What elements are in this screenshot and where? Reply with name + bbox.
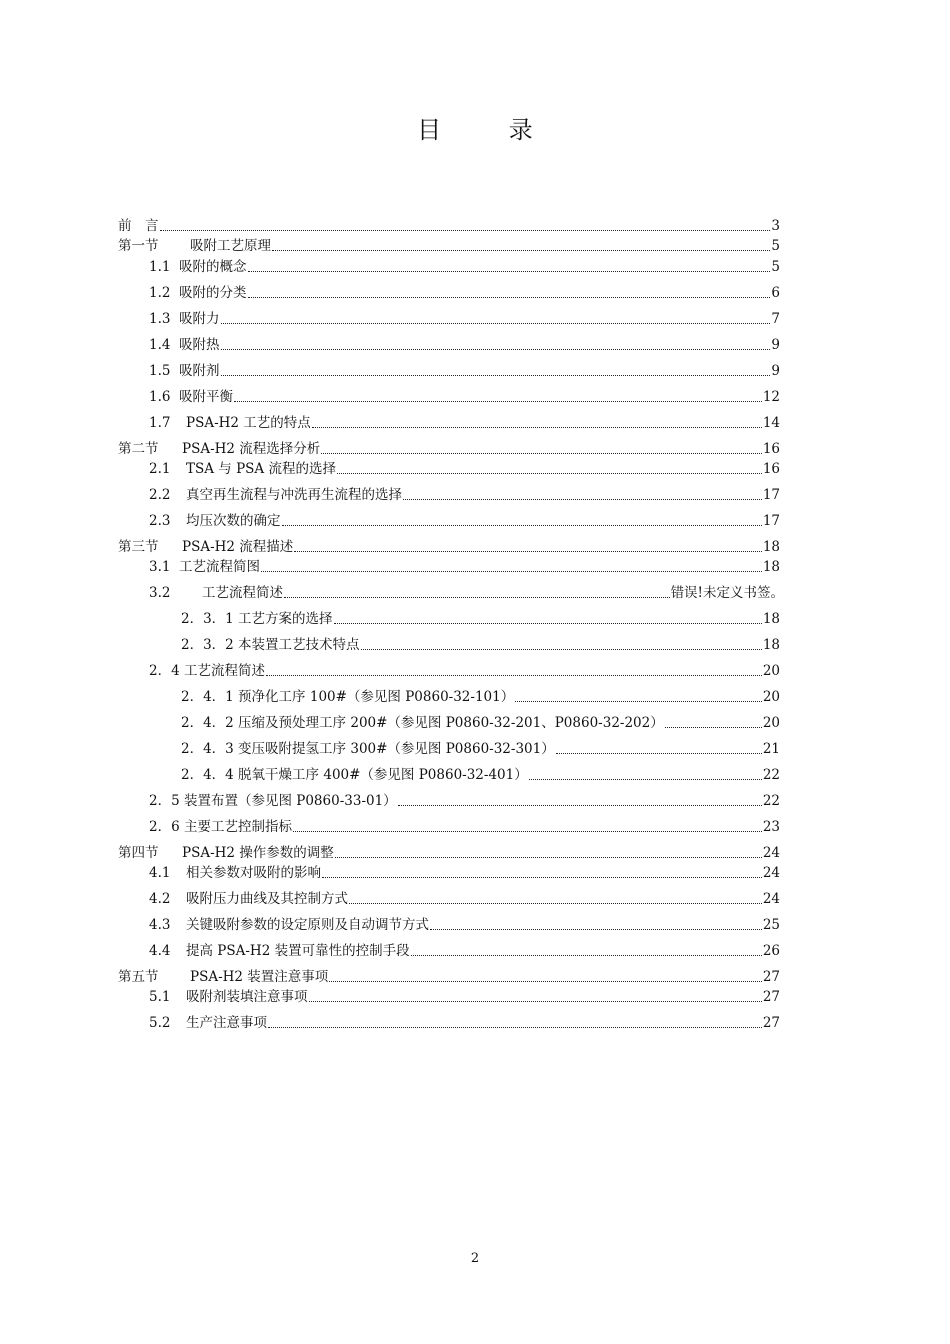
toc-entry-page: 18 bbox=[762, 611, 780, 627]
toc-entry-page: 14 bbox=[762, 415, 780, 431]
toc-entry-1-4[interactable] bbox=[149, 336, 780, 354]
toc-entry-page: 24 bbox=[762, 845, 780, 861]
toc-entry-page: 22 bbox=[762, 767, 780, 783]
toc-entry-number: 3.2 bbox=[149, 585, 171, 601]
toc-entry-page: 5 bbox=[771, 259, 780, 275]
toc-entry-section-3[interactable] bbox=[118, 538, 780, 556]
toc-entry-number: 1.5 bbox=[149, 363, 171, 379]
dot-leader bbox=[349, 903, 762, 904]
toc-entry-number: 1.1 bbox=[149, 259, 171, 275]
page-number: 2 bbox=[470, 1251, 480, 1266]
toc-entry-label: 吸附剂装填注意事项 bbox=[186, 989, 308, 1005]
dot-leader bbox=[337, 473, 762, 474]
dot-leader bbox=[515, 701, 762, 702]
toc-entry-label: 吸附平衡 bbox=[179, 389, 233, 405]
toc-entry-page: 20 bbox=[762, 715, 780, 731]
toc-entry-number: 第四节 bbox=[118, 845, 159, 861]
dot-leader bbox=[309, 1001, 762, 1002]
toc-entry-4-1[interactable] bbox=[149, 864, 780, 882]
toc-entry-label: TSA 与 PSA 流程的选择 bbox=[186, 461, 336, 477]
dot-leader bbox=[411, 955, 762, 956]
toc-entry-label: 工艺流程简图 bbox=[179, 559, 260, 575]
dot-leader bbox=[282, 525, 762, 526]
toc-entry-number: 第二节 bbox=[118, 441, 159, 457]
toc-entry-label: 2．6 主要工艺控制指标 bbox=[149, 819, 292, 835]
toc-entry-label: 工艺流程简述 bbox=[202, 585, 283, 601]
toc-entry-page: 3 bbox=[771, 218, 780, 234]
dot-leader bbox=[221, 323, 771, 324]
toc-entry-page: 27 bbox=[762, 1015, 780, 1031]
toc-entry-page: 26 bbox=[762, 943, 780, 959]
toc-entry-label: 吸附压力曲线及其控制方式 bbox=[186, 891, 348, 907]
toc-entry-label: 吸附的分类 bbox=[179, 285, 247, 301]
toc-entry-2-4-4[interactable] bbox=[181, 766, 780, 784]
toc-entry-4-3[interactable] bbox=[149, 916, 780, 934]
toc-entry-2-3[interactable] bbox=[149, 512, 780, 530]
toc-entry-label: 2．4．2 压缩及预处理工序 200#（参见图 P0860-32-201、P0860-32-202） bbox=[181, 715, 664, 731]
dot-leader bbox=[261, 571, 762, 572]
dot-leader bbox=[556, 753, 762, 754]
toc-entry-2-2[interactable] bbox=[149, 486, 780, 504]
toc-entry-1-6[interactable] bbox=[149, 388, 780, 406]
dot-leader bbox=[361, 649, 762, 650]
toc-entry-preface[interactable] bbox=[118, 217, 780, 235]
toc-entry-1-5[interactable] bbox=[149, 362, 780, 380]
toc-entry-3-2[interactable] bbox=[149, 584, 784, 602]
dot-leader bbox=[268, 1027, 762, 1028]
toc-entry-2-1[interactable] bbox=[149, 460, 780, 478]
toc-entry-label: 2．3．2 本装置工艺技术特点 bbox=[181, 637, 360, 653]
toc-entry-number: 2.1 bbox=[149, 461, 171, 477]
toc-entry-2-3-2[interactable] bbox=[181, 636, 780, 654]
toc-entry-4-4[interactable] bbox=[149, 942, 780, 960]
toc-entry-label: 关键吸附参数的设定原则及自动调节方式 bbox=[186, 917, 429, 933]
toc-entry-page: 25 bbox=[762, 917, 780, 933]
toc-entry-2-3-1[interactable] bbox=[181, 610, 780, 628]
toc-entry-number: 3.1 bbox=[149, 559, 171, 575]
dot-leader bbox=[529, 779, 762, 780]
dot-leader bbox=[335, 857, 762, 858]
toc-entry-number: 5.2 bbox=[149, 1015, 171, 1031]
toc-entry-label: PSA-H2 工艺的特点 bbox=[186, 415, 311, 431]
toc-entry-number: 第三节 bbox=[118, 539, 159, 555]
dot-leader bbox=[234, 401, 762, 402]
toc-entry-page: 17 bbox=[762, 487, 780, 503]
toc-entry-number: 2.3 bbox=[149, 513, 171, 529]
toc-entry-5-1[interactable] bbox=[149, 988, 780, 1006]
toc-entry-number: 4.1 bbox=[149, 865, 171, 881]
toc-entry-label: 吸附剂 bbox=[179, 363, 220, 379]
dot-leader bbox=[665, 727, 762, 728]
page-title: 目 录 bbox=[417, 116, 563, 144]
toc-entry-1-1[interactable] bbox=[149, 258, 780, 276]
toc-entry-1-2[interactable] bbox=[149, 284, 780, 302]
toc-entry-label: 2．3．1 工艺方案的选择 bbox=[181, 611, 333, 627]
toc-entry-page: 22 bbox=[762, 793, 780, 809]
toc-entry-2-4[interactable] bbox=[149, 662, 780, 680]
dot-leader bbox=[321, 453, 762, 454]
toc-entry-label: PSA-H2 装置注意事项 bbox=[190, 969, 329, 985]
dot-leader bbox=[221, 375, 771, 376]
dot-leader bbox=[248, 271, 771, 272]
toc-entry-page: 6 bbox=[771, 285, 780, 301]
toc-entry-2-4-2[interactable] bbox=[181, 714, 780, 732]
toc-entry-section-4[interactable] bbox=[118, 844, 780, 862]
toc-entry-label: PSA-H2 操作参数的调整 bbox=[182, 845, 334, 861]
toc-entry-page: 27 bbox=[762, 989, 780, 1005]
dot-leader bbox=[293, 831, 762, 832]
toc-entry-label: 吸附力 bbox=[179, 311, 220, 327]
toc-entry-page: 21 bbox=[762, 741, 780, 757]
dot-leader bbox=[398, 805, 762, 806]
toc-entry-page: 18 bbox=[762, 637, 780, 653]
toc-entry-number: 4.2 bbox=[149, 891, 171, 907]
toc-entry-page: 7 bbox=[771, 311, 780, 327]
toc-entry-page: 9 bbox=[771, 337, 780, 353]
toc-entry-label: 吸附热 bbox=[179, 337, 220, 353]
toc-entry-label: PSA-H2 流程描述 bbox=[182, 539, 294, 555]
toc-entry-label: 2．4．3 变压吸附提氢工序 300#（参见图 P0860-32-301） bbox=[181, 741, 555, 757]
toc-entry-page: 18 bbox=[762, 559, 780, 575]
toc-entry-label: 吸附的概念 bbox=[179, 259, 247, 275]
toc-entry-number: 前 言 bbox=[118, 218, 159, 234]
dot-leader bbox=[272, 250, 770, 251]
toc-entry-number: 1.6 bbox=[149, 389, 171, 405]
toc-entry-number: 5.1 bbox=[149, 989, 171, 1005]
dot-leader bbox=[430, 929, 762, 930]
toc-entry-page: 24 bbox=[762, 891, 780, 907]
toc-entry-1-3[interactable] bbox=[149, 310, 780, 328]
toc-entry-label: 生产注意事项 bbox=[186, 1015, 267, 1031]
toc-entry-label: 2．5 装置布置（参见图 P0860-33-01） bbox=[149, 793, 397, 809]
dot-leader bbox=[221, 349, 771, 350]
toc-entry-page: 27 bbox=[762, 969, 780, 985]
toc-entry-2-5[interactable] bbox=[149, 792, 780, 810]
toc-entry-label: 真空再生流程与冲洗再生流程的选择 bbox=[186, 487, 402, 503]
toc-entry-1-7[interactable] bbox=[149, 414, 780, 432]
dot-leader bbox=[294, 551, 762, 552]
toc-entry-number: 1.3 bbox=[149, 311, 171, 327]
toc-entry-page: 18 bbox=[762, 539, 780, 555]
toc-entry-number: 第五节 bbox=[118, 969, 159, 985]
dot-leader bbox=[334, 623, 762, 624]
toc-entry-3-1[interactable] bbox=[149, 558, 780, 576]
toc-entry-section-1[interactable] bbox=[118, 237, 780, 255]
dot-leader bbox=[312, 427, 762, 428]
dot-leader bbox=[322, 877, 762, 878]
toc-entry-page: 20 bbox=[762, 689, 780, 705]
toc-entry-number: 1.4 bbox=[149, 337, 171, 353]
toc-entry-4-2[interactable] bbox=[149, 890, 780, 908]
toc-entry-number: 1.7 bbox=[149, 415, 171, 431]
toc-entry-number: 第一节 bbox=[118, 238, 159, 254]
toc-entry-number: 4.4 bbox=[149, 943, 171, 959]
toc-entry-label: 均压次数的确定 bbox=[186, 513, 281, 529]
toc-entry-label: 2．4．4 脱氧干燥工序 400#（参见图 P0860-32-401） bbox=[181, 767, 528, 783]
dot-leader bbox=[284, 597, 670, 598]
toc-entry-section-2[interactable] bbox=[118, 440, 780, 458]
toc-entry-page: 12 bbox=[762, 389, 780, 405]
toc-entry-number: 1.2 bbox=[149, 285, 171, 301]
toc-entry-2-6[interactable] bbox=[149, 818, 780, 836]
toc-entry-5-2[interactable] bbox=[149, 1014, 780, 1032]
toc-entry-page: 20 bbox=[762, 663, 780, 679]
dot-leader bbox=[248, 297, 771, 298]
toc-entry-label: 2．4 工艺流程简述 bbox=[149, 663, 265, 679]
toc-entry-page: 16 bbox=[762, 441, 780, 457]
toc-entry-page: 9 bbox=[771, 363, 780, 379]
dot-leader bbox=[266, 675, 762, 676]
toc-entry-page: 16 bbox=[762, 461, 780, 477]
toc-entry-label: 吸附工艺原理 bbox=[190, 238, 271, 254]
dot-leader bbox=[329, 981, 762, 982]
toc-entry-2-4-3[interactable] bbox=[181, 740, 780, 758]
toc-entry-label: 2．4．1 预净化工序 100#（参见图 P0860-32-101） bbox=[181, 689, 515, 705]
toc-entry-label: 相关参数对吸附的影响 bbox=[186, 865, 321, 881]
toc-entry-label: 提高 PSA-H2 装置可靠性的控制手段 bbox=[186, 943, 410, 959]
dot-leader bbox=[160, 230, 771, 231]
toc-entry-number: 4.3 bbox=[149, 917, 171, 933]
toc-entry-section-5[interactable] bbox=[118, 968, 780, 986]
toc-entry-number: 2.2 bbox=[149, 487, 171, 503]
toc-entry-page: 错误!未定义书签。 bbox=[670, 585, 784, 601]
dot-leader bbox=[403, 499, 762, 500]
toc-entry-page: 5 bbox=[771, 238, 780, 254]
toc-entry-page: 23 bbox=[762, 819, 780, 835]
toc-entry-page: 17 bbox=[762, 513, 780, 529]
toc-entry-2-4-1[interactable] bbox=[181, 688, 780, 706]
toc-entry-page: 24 bbox=[762, 865, 780, 881]
toc-entry-label: PSA-H2 流程选择分析 bbox=[182, 441, 321, 457]
